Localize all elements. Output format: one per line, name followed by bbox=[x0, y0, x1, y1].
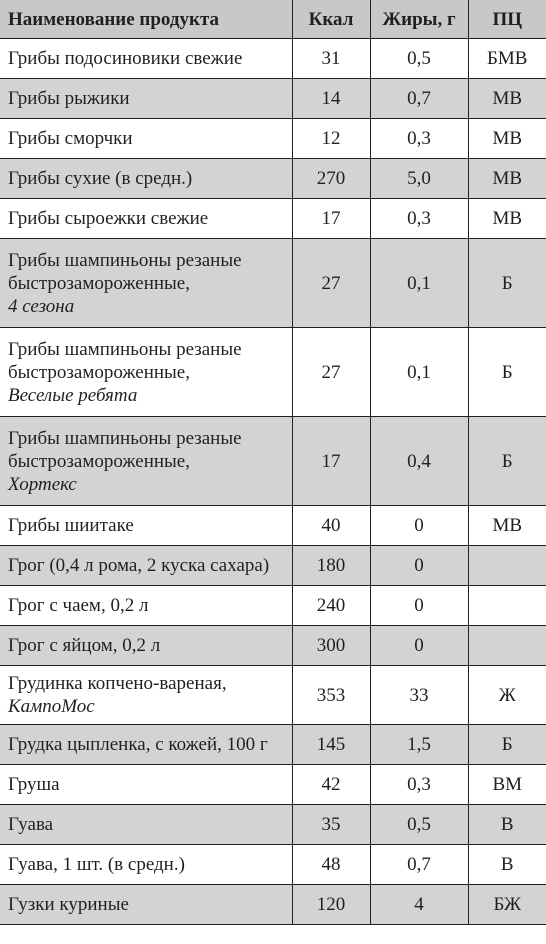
table-row bbox=[0, 119, 546, 159]
cell-pc: МВ bbox=[468, 199, 546, 239]
cell-name bbox=[0, 199, 292, 239]
product-name: Грибы сухие (в средн.) bbox=[8, 168, 193, 189]
cell-fat: 0,3 bbox=[370, 765, 468, 805]
cell-fat: 0 bbox=[370, 586, 468, 626]
cell-kcal: 300 bbox=[292, 626, 370, 666]
cell-pc: Б bbox=[468, 239, 546, 328]
cell-fat: 0,1 bbox=[370, 239, 468, 328]
cell-name bbox=[0, 626, 292, 666]
cell-kcal: 270 bbox=[292, 159, 370, 199]
cell-kcal: 35 bbox=[292, 805, 370, 845]
table-row bbox=[0, 199, 546, 239]
table-row bbox=[0, 39, 546, 79]
product-name: Грог (0,4 л рома, 2 куска сахара) bbox=[8, 555, 270, 576]
cell-pc: Б bbox=[468, 417, 546, 506]
cell-fat: 0 bbox=[370, 626, 468, 666]
cell-pc: В bbox=[468, 845, 546, 885]
cell-pc: БМВ bbox=[468, 39, 546, 79]
table-row bbox=[0, 79, 546, 119]
cell-pc: МВ bbox=[468, 506, 546, 546]
product-name: Грибы шампиньоны резаные быстрозамороженные, bbox=[8, 249, 242, 294]
cell-kcal: 40 bbox=[292, 506, 370, 546]
cell-fat: 0,1 bbox=[370, 328, 468, 417]
cell-kcal: 145 bbox=[292, 725, 370, 765]
cell-name bbox=[0, 805, 292, 845]
header-row bbox=[0, 0, 546, 39]
table-row bbox=[0, 805, 546, 845]
cell-kcal: 120 bbox=[292, 885, 370, 925]
cell-name bbox=[0, 119, 292, 159]
cell-fat: 1,5 bbox=[370, 725, 468, 765]
product-name: Грог с чаем, 0,2 л bbox=[8, 595, 149, 616]
table-row bbox=[0, 417, 546, 506]
cell-name bbox=[0, 159, 292, 199]
cell-pc: БЖ bbox=[468, 885, 546, 925]
cell-kcal: 17 bbox=[292, 417, 370, 506]
cell-name bbox=[0, 765, 292, 805]
table-row bbox=[0, 586, 546, 626]
cell-pc bbox=[468, 546, 546, 586]
cell-name bbox=[0, 586, 292, 626]
product-brand: 4 сезона bbox=[8, 295, 75, 317]
table-header bbox=[0, 0, 546, 39]
cell-name bbox=[0, 417, 292, 506]
cell-fat: 0 bbox=[370, 546, 468, 586]
cell-kcal: 14 bbox=[292, 79, 370, 119]
cell-fat: 0,5 bbox=[370, 805, 468, 845]
cell-name bbox=[0, 885, 292, 925]
product-name: Груша bbox=[8, 774, 60, 795]
cell-pc: МВ bbox=[468, 119, 546, 159]
cell-kcal: 48 bbox=[292, 845, 370, 885]
cell-kcal: 31 bbox=[292, 39, 370, 79]
cell-kcal: 180 bbox=[292, 546, 370, 586]
column-header-kcal: Ккал bbox=[292, 0, 370, 39]
cell-fat: 5,0 bbox=[370, 159, 468, 199]
product-name: Грибы шампиньоны резаные быстрозамороженные, bbox=[8, 427, 242, 472]
table-row bbox=[0, 845, 546, 885]
cell-name bbox=[0, 845, 292, 885]
table-row bbox=[0, 765, 546, 805]
cell-pc: МВ bbox=[468, 79, 546, 119]
cell-kcal: 353 bbox=[292, 666, 370, 725]
table-row bbox=[0, 159, 546, 199]
product-name: Грибы шиитаке bbox=[8, 515, 134, 536]
column-header-pc: ПЦ bbox=[468, 0, 546, 39]
product-name: Грибы сыроежки свежие bbox=[8, 208, 209, 229]
table-row bbox=[0, 885, 546, 925]
cell-fat: 0 bbox=[370, 506, 468, 546]
cell-name bbox=[0, 666, 292, 725]
product-name: Грудинка копчено-вареная, bbox=[8, 673, 227, 694]
product-name: Грибы подосиновики свежие bbox=[8, 48, 243, 69]
product-name: Гуава bbox=[8, 814, 54, 835]
table-body bbox=[0, 39, 546, 925]
column-header-name: Наименование продукта bbox=[0, 0, 292, 39]
cell-kcal: 27 bbox=[292, 328, 370, 417]
cell-fat: 0,7 bbox=[370, 79, 468, 119]
cell-pc bbox=[468, 626, 546, 666]
cell-fat: 0,7 bbox=[370, 845, 468, 885]
cell-name bbox=[0, 506, 292, 546]
cell-pc: Б bbox=[468, 328, 546, 417]
product-name: Гуава, 1 шт. (в средн.) bbox=[8, 854, 185, 875]
product-name: Грог с яйцом, 0,2 л bbox=[8, 635, 161, 656]
cell-kcal: 27 bbox=[292, 239, 370, 328]
cell-pc bbox=[468, 586, 546, 626]
cell-fat: 0,3 bbox=[370, 199, 468, 239]
product-name: Грудка цыпленка, с кожей, 100 г bbox=[8, 734, 268, 755]
cell-fat: 4 bbox=[370, 885, 468, 925]
cell-fat: 0,4 bbox=[370, 417, 468, 506]
table-row bbox=[0, 626, 546, 666]
column-header-fat: Жиры, г bbox=[370, 0, 468, 39]
cell-pc: Ж bbox=[468, 666, 546, 725]
cell-kcal: 240 bbox=[292, 586, 370, 626]
cell-pc: ВМ bbox=[468, 765, 546, 805]
cell-name bbox=[0, 725, 292, 765]
cell-name bbox=[0, 546, 292, 586]
cell-pc: Б bbox=[468, 725, 546, 765]
cell-name bbox=[0, 239, 292, 328]
product-name: Грибы сморчки bbox=[8, 128, 133, 149]
cell-name bbox=[0, 39, 292, 79]
table-row bbox=[0, 506, 546, 546]
table-row bbox=[0, 239, 546, 328]
product-brand: Веселые ребята bbox=[8, 384, 138, 406]
product-name: Грибы шампиньоны резаные быстрозамороженные, bbox=[8, 338, 242, 383]
table-row bbox=[0, 328, 546, 417]
cell-name bbox=[0, 328, 292, 417]
cell-pc: МВ bbox=[468, 159, 546, 199]
table-row bbox=[0, 725, 546, 765]
table-row bbox=[0, 666, 546, 725]
table-row bbox=[0, 546, 546, 586]
cell-fat: 0,5 bbox=[370, 39, 468, 79]
cell-kcal: 42 bbox=[292, 765, 370, 805]
cell-kcal: 12 bbox=[292, 119, 370, 159]
product-brand: Хортекс bbox=[8, 473, 77, 495]
cell-name bbox=[0, 79, 292, 119]
cell-fat: 33 bbox=[370, 666, 468, 725]
cell-fat: 0,3 bbox=[370, 119, 468, 159]
product-brand: КампоМос bbox=[8, 696, 95, 717]
cell-pc: В bbox=[468, 805, 546, 845]
product-name: Гузки куриные bbox=[8, 894, 129, 915]
product-name: Грибы рыжики bbox=[8, 88, 130, 109]
cell-kcal: 17 bbox=[292, 199, 370, 239]
